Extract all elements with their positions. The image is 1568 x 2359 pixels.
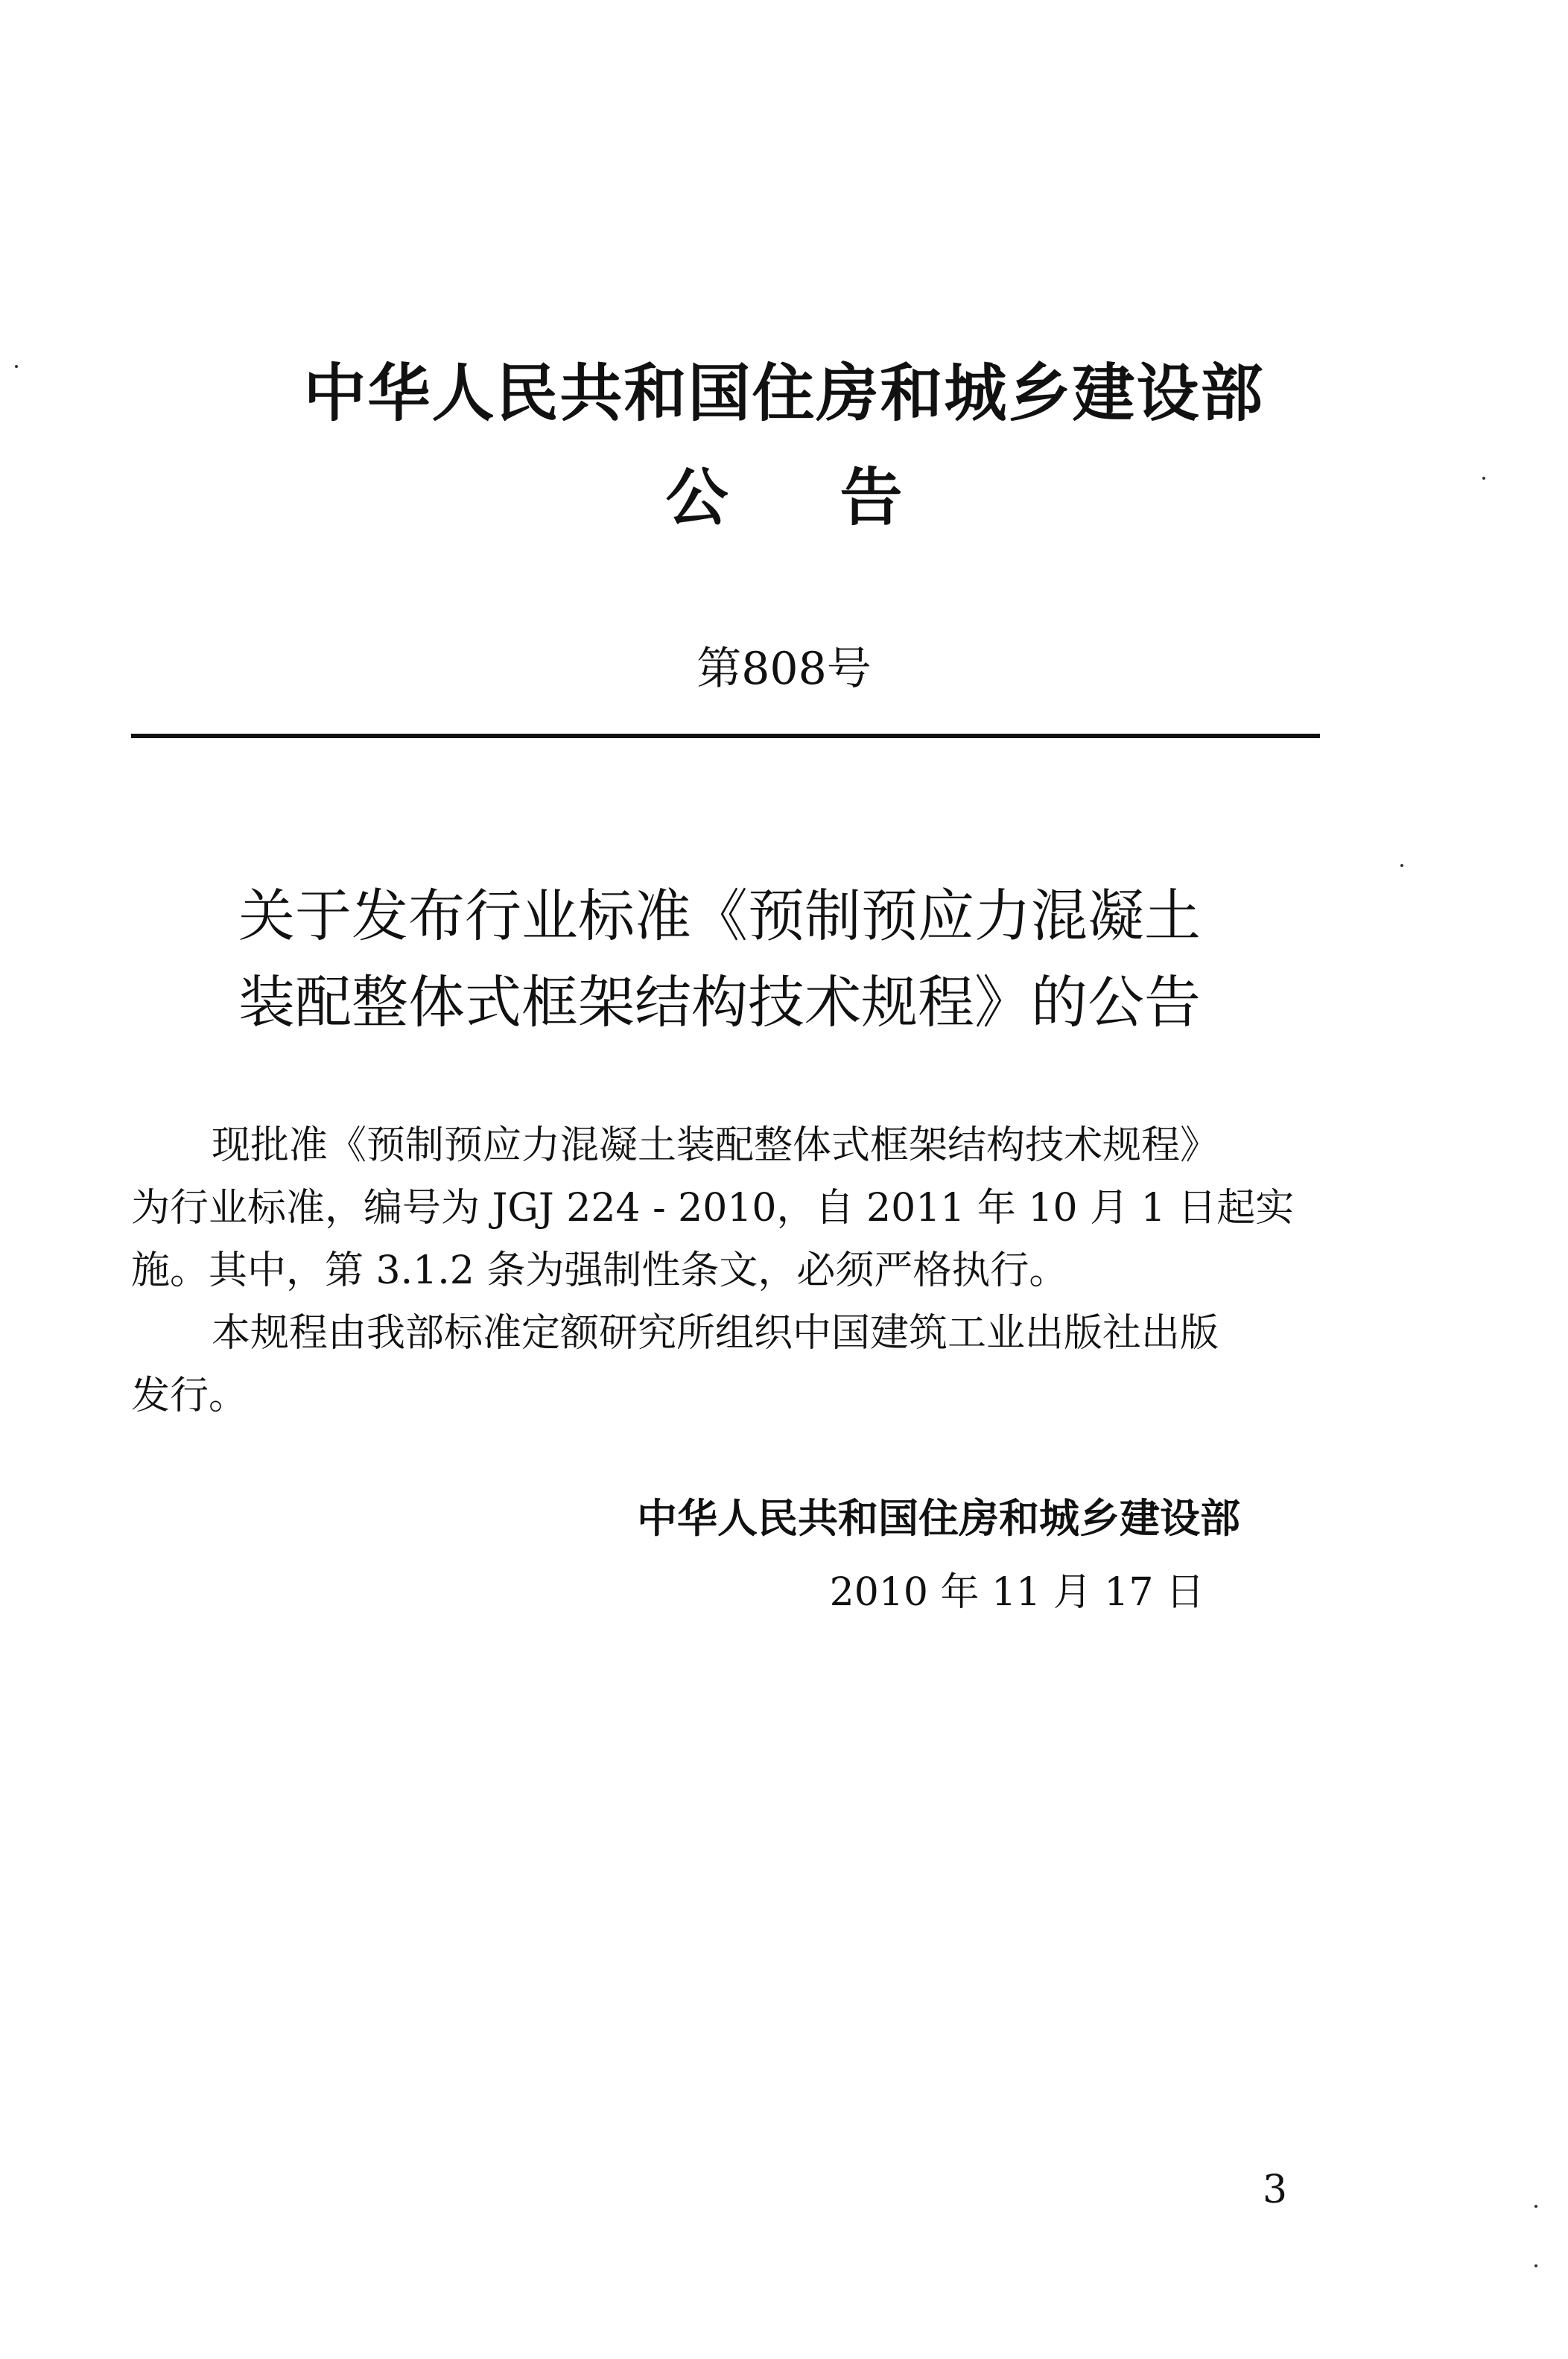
scan-speck xyxy=(1534,2205,1537,2208)
scan-speck xyxy=(1482,477,1485,480)
body-line-2: 为行业标准，编号为 JGJ 224 - 2010，自 2011 年 10 月 1 日起实 xyxy=(131,1186,1295,1231)
announcement-headline xyxy=(238,873,1318,1046)
issue-date: 2010 年 11 月 17 日 xyxy=(829,1570,1204,1615)
body-line-1: 现批准《预制预应力混凝土装配整体式框架结构技术规程》 xyxy=(212,1123,1219,1168)
body-line-3: 施。其中，第 3.1.2 条为强制性条文，必须严格执行。 xyxy=(131,1248,1068,1293)
body-line-4: 本规程由我部标准定额研究所组织中国建筑工业出版社出版 xyxy=(212,1311,1219,1356)
issue-number: 第808号 xyxy=(696,643,872,695)
scan-speck xyxy=(15,365,18,368)
headline-line-1: 关于发布行业标准《预制预应力混凝土 xyxy=(238,883,1201,949)
page-number: 3 xyxy=(1263,2168,1288,2212)
header-divider xyxy=(131,734,1320,738)
scan-speck xyxy=(1534,2264,1537,2267)
ministry-title: 中华人民共和国住房和城乡建设部 xyxy=(303,357,1265,430)
announcement-body xyxy=(131,1114,1320,1427)
notice-char-2: 告 xyxy=(839,461,903,534)
headline-line-2: 装配整体式框架结构技术规程》的公告 xyxy=(238,969,1201,1035)
body-line-5: 发行。 xyxy=(131,1374,248,1418)
notice-title xyxy=(0,461,1568,534)
scan-speck xyxy=(1400,864,1403,867)
issuer-signature: 中华人民共和国住房和城乡建设部 xyxy=(637,1495,1240,1542)
notice-char-1: 公 xyxy=(665,461,729,534)
